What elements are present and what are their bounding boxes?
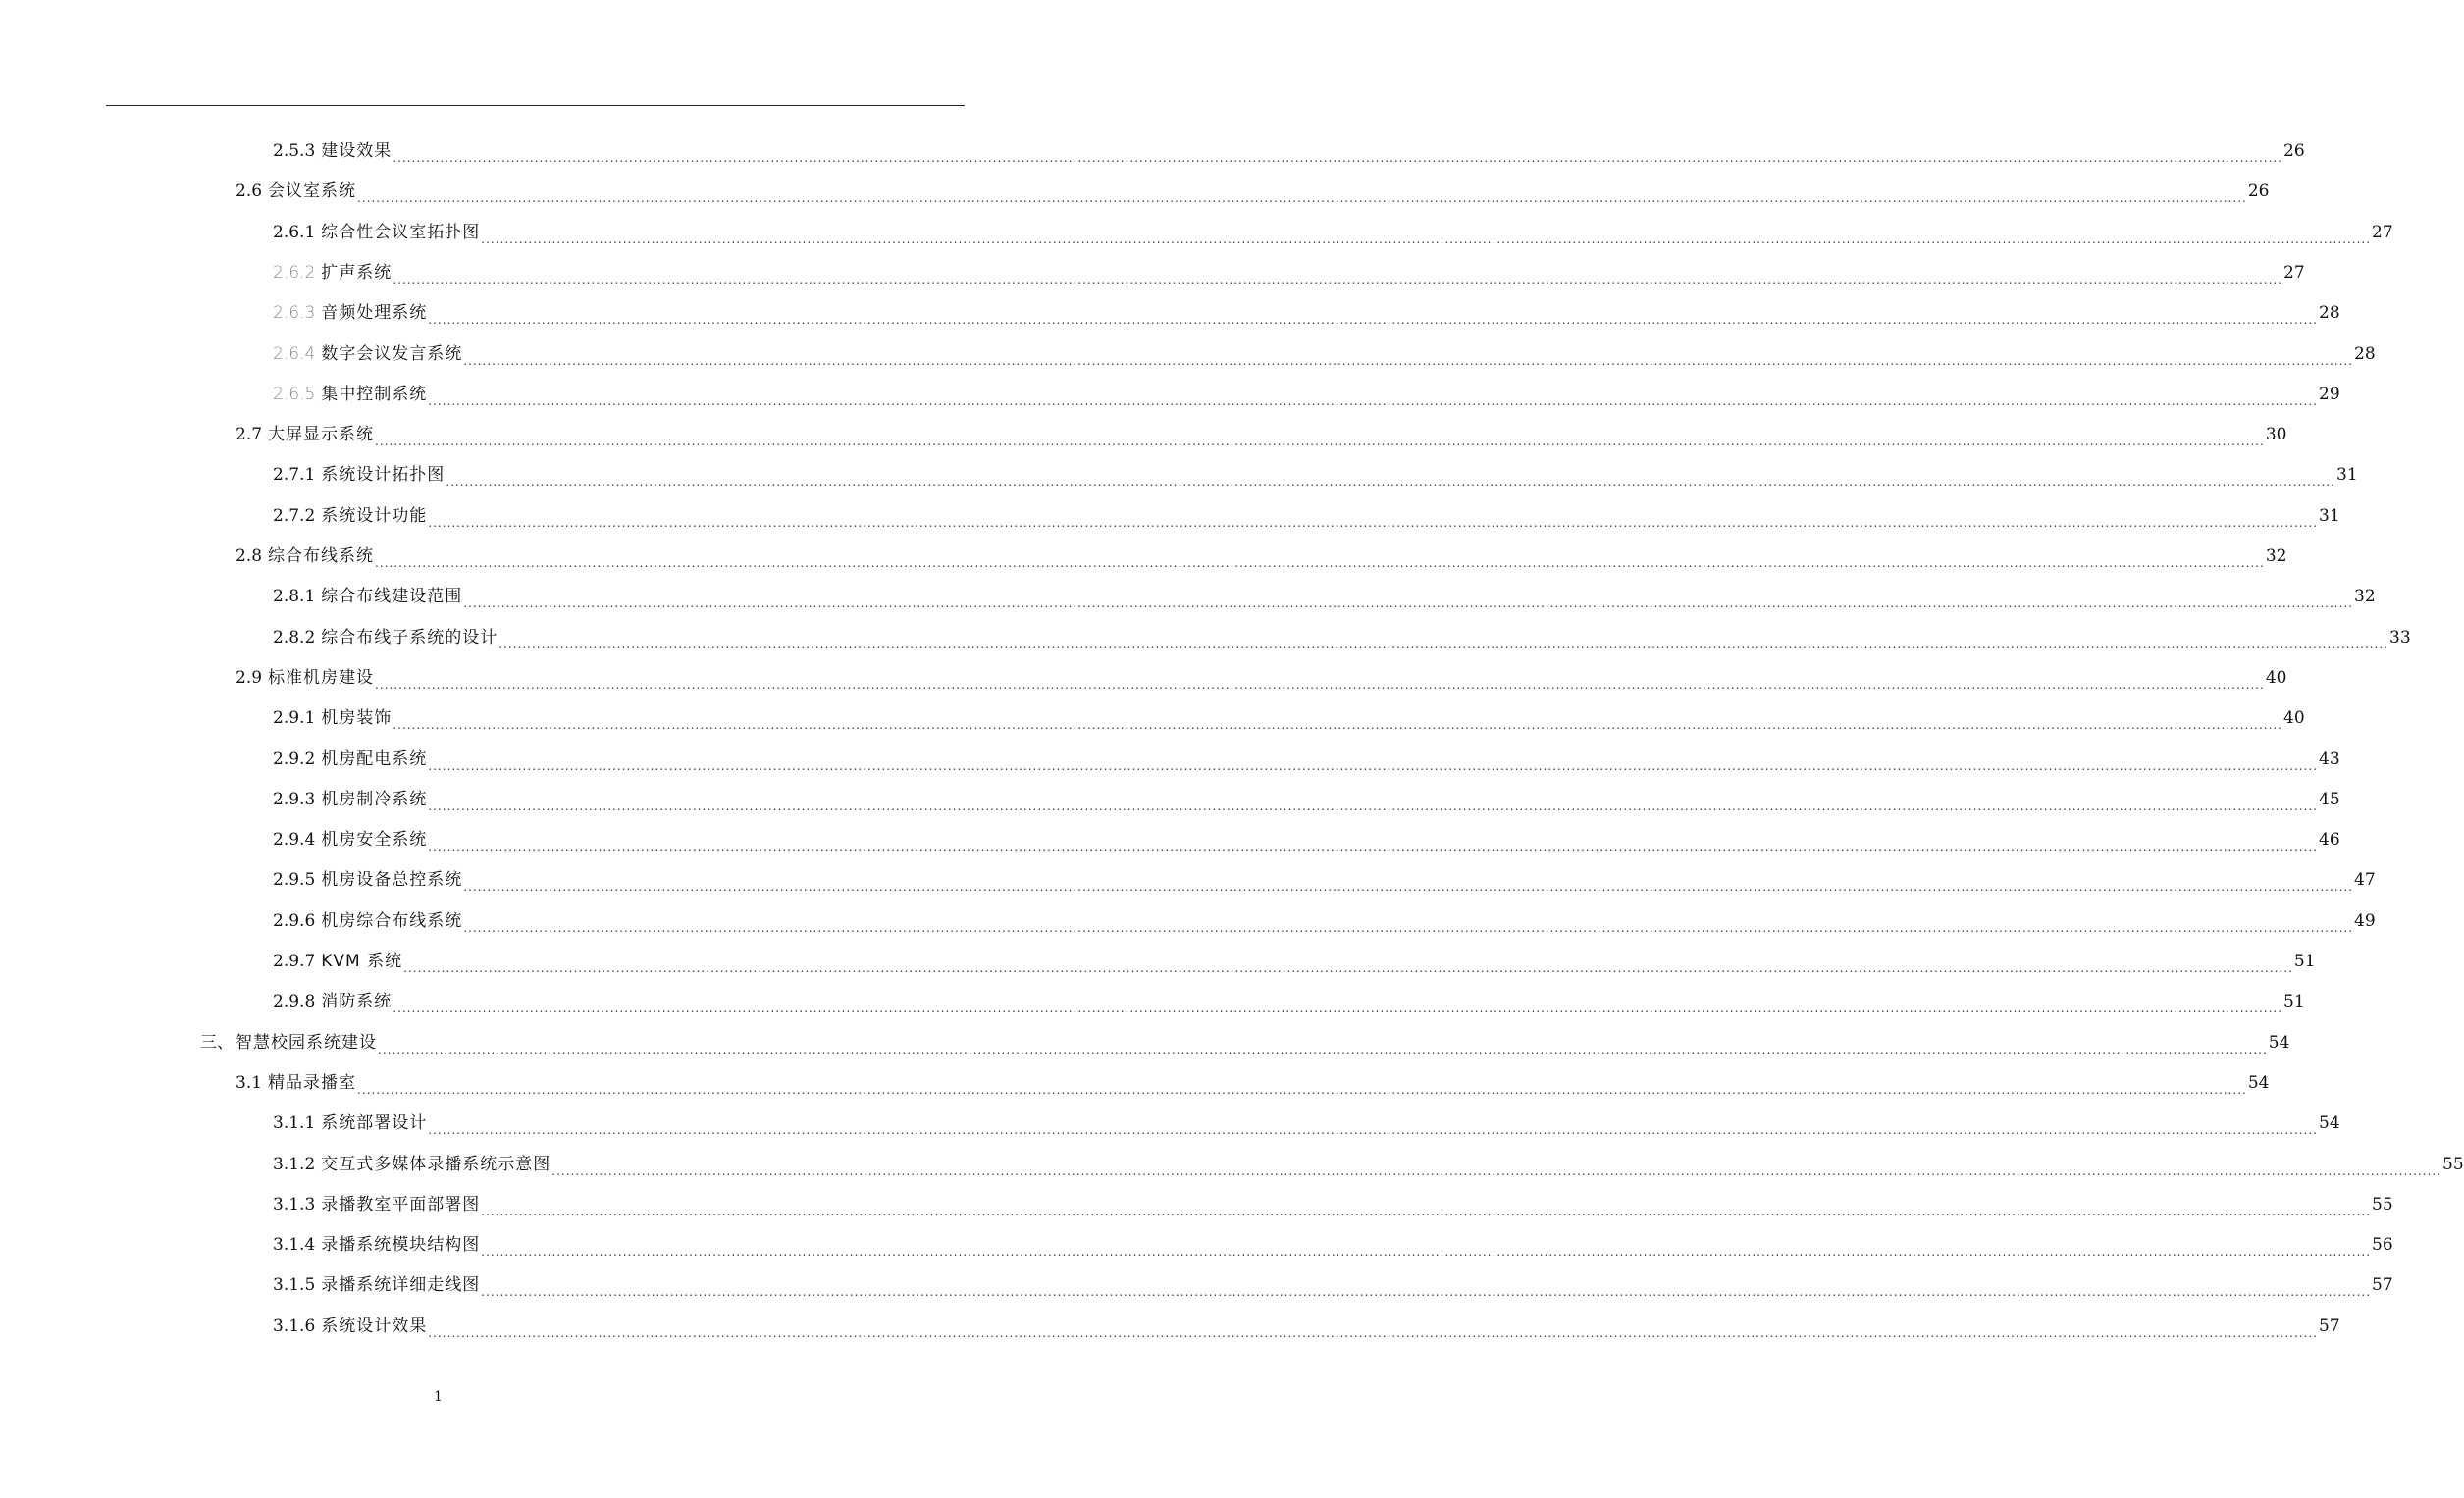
page-number: 1: [434, 1389, 443, 1405]
toc-entry-title: 系统设计效果: [321, 1316, 428, 1336]
toc-entry-page: 51: [2293, 952, 2316, 971]
toc-entry[interactable]: [273, 942, 2316, 982]
toc-entry-title: 大屏显示系统: [268, 425, 375, 445]
toc-entry-title: 精品录播室: [268, 1072, 357, 1093]
toc-entry-number: 2.9.2: [273, 749, 316, 769]
toc-entry-page: 31: [2319, 505, 2340, 526]
toc-entry[interactable]: [273, 375, 2340, 415]
toc-entry-number: 2.7: [236, 425, 263, 445]
toc-entry-number: 3.1.6: [273, 1316, 316, 1336]
toc-dot-leader: ................................................................................................................................................................................................................................................................................................................................................................................................................: [403, 961, 2293, 975]
toc-entry-title: 机房设备总控系统: [321, 870, 463, 891]
toc-entry[interactable]: [273, 820, 2340, 860]
toc-dot-leader: ................................................................................................................................................................................................................................................................................................................................................................................................................: [481, 1285, 2372, 1300]
toc-entry[interactable]: [273, 1225, 2393, 1266]
toc-entry-title: 录播系统模块结构图: [321, 1235, 481, 1256]
toc-entry-title: 系统设计功能: [321, 505, 428, 526]
toc-dot-leader: ................................................................................................................................................................................................................................................................................................................................................................................................................: [375, 435, 2265, 449]
toc-dot-leader: ................................................................................................................................................................................................................................................................................................................................................................................................................: [393, 272, 2283, 286]
toc-entry[interactable]: [273, 213, 2393, 253]
toc-entry-title: 标准机房建设: [268, 667, 375, 688]
toc-entry-number: 2.8.2: [273, 627, 316, 647]
toc-entry[interactable]: [236, 415, 2287, 455]
toc-entry[interactable]: [236, 1063, 2270, 1104]
toc-entry-title: 数字会议发言系统: [321, 343, 463, 364]
toc-entry-number: 2.5.3: [273, 141, 316, 161]
toc-entry-page: 57: [2319, 1316, 2340, 1336]
toc-entry-page: 28: [2354, 343, 2376, 364]
toc-entry[interactable]: [273, 780, 2340, 820]
toc-dot-leader: ................................................................................................................................................................................................................................................................................................................................................................................................................: [481, 232, 2372, 246]
toc-entry-number: 2.9.4: [273, 830, 316, 851]
toc-entry[interactable]: [273, 577, 2376, 617]
toc-entry[interactable]: [273, 740, 2340, 780]
toc-dot-leader: ................................................................................................................................................................................................................................................................................................................................................................................................................: [428, 515, 2319, 530]
toc-dot-leader: ................................................................................................................................................................................................................................................................................................................................................................................................................: [393, 718, 2283, 733]
toc-entry-page: 32: [2354, 587, 2376, 607]
toc-entry-number: 2.8: [236, 546, 263, 566]
header-rule: [106, 105, 965, 106]
toc-entry[interactable]: [273, 698, 2305, 739]
toc-dot-leader: ................................................................................................................................................................................................................................................................................................................................................................................................................: [463, 880, 2354, 895]
toc-entry-number: 2.6.4: [273, 343, 316, 364]
toc-entry-number: 2.9.3: [273, 789, 316, 809]
toc-entry-page: 54: [2268, 1032, 2290, 1053]
toc-entry-page: 56: [2372, 1235, 2393, 1256]
toc-entry-page: 45: [2319, 789, 2340, 809]
toc-entry-page: 27: [2372, 222, 2393, 242]
toc-entry[interactable]: [273, 1185, 2393, 1225]
toc-dot-leader: ................................................................................................................................................................................................................................................................................................................................................................................................................: [393, 151, 2283, 165]
toc-entry-number: 3.1.3: [273, 1194, 316, 1214]
toc-entry-number: 2.7.1: [273, 465, 316, 486]
toc-entry-number: 3.1.5: [273, 1275, 316, 1296]
toc-entry-number: 2.6.1: [273, 222, 316, 242]
toc-dot-leader: ................................................................................................................................................................................................................................................................................................................................................................................................................: [428, 758, 2319, 773]
toc-entry-page: 43: [2319, 749, 2340, 769]
toc-entry[interactable]: [273, 335, 2376, 375]
toc-entry[interactable]: [273, 455, 2358, 495]
toc-entry-page: 40: [2283, 708, 2305, 729]
toc-entry-title: 综合性会议室拓扑图: [321, 222, 481, 242]
toc-entry-page: 26: [2247, 181, 2270, 202]
toc-entry-page: 27: [2283, 262, 2305, 283]
toc-entry[interactable]: [273, 1266, 2393, 1306]
toc-entry[interactable]: [200, 1023, 2290, 1063]
toc-entry-title: 音频处理系统: [321, 303, 428, 324]
toc-entry-page: 28: [2319, 303, 2340, 324]
toc-dot-leader: ................................................................................................................................................................................................................................................................................................................................................................................................................: [463, 596, 2354, 611]
toc-entry-page: 47: [2354, 870, 2376, 891]
toc-entry-title: 综合布线系统: [268, 546, 375, 566]
toc-entry-page: 57: [2372, 1275, 2393, 1296]
toc-entry-title: 机房制冷系统: [321, 789, 428, 809]
toc-entry-number: 2.9.8: [273, 992, 316, 1012]
toc-entry[interactable]: [236, 172, 2270, 212]
toc-dot-leader: ................................................................................................................................................................................................................................................................................................................................................................................................................: [428, 1325, 2319, 1340]
toc-entry-title: 系统部署设计: [321, 1113, 428, 1134]
toc-entry[interactable]: [273, 293, 2340, 334]
toc-dot-leader: ................................................................................................................................................................................................................................................................................................................................................................................................................: [428, 840, 2319, 854]
toc-entry-page: 26: [2283, 141, 2305, 161]
toc-entry-page: 55: [2372, 1194, 2393, 1214]
toc-entry[interactable]: [273, 1104, 2340, 1144]
toc-dot-leader: ................................................................................................................................................................................................................................................................................................................................................................................................................: [428, 313, 2319, 328]
toc-entry-title: 集中控制系统: [321, 384, 428, 404]
toc-dot-leader: ................................................................................................................................................................................................................................................................................................................................................................................................................: [428, 393, 2319, 408]
toc-entry-number: 3.1.4: [273, 1235, 316, 1256]
toc-dot-leader: ................................................................................................................................................................................................................................................................................................................................................................................................................: [481, 1245, 2372, 1260]
toc-entry[interactable]: [273, 618, 2411, 658]
toc-dot-leader: ................................................................................................................................................................................................................................................................................................................................................................................................................: [357, 191, 2247, 206]
toc-entry-page: 54: [2319, 1113, 2340, 1134]
toc-entry-title: 建设效果: [321, 141, 393, 161]
toc-dot-leader: ................................................................................................................................................................................................................................................................................................................................................................................................................: [393, 1002, 2283, 1016]
toc-dot-leader: ................................................................................................................................................................................................................................................................................................................................................................................................................: [551, 1163, 2442, 1178]
toc-dot-leader: ................................................................................................................................................................................................................................................................................................................................................................................................................: [446, 475, 2336, 490]
toc-entry-number: 3.1.1: [273, 1113, 316, 1134]
toc-entry-title: 交互式多媒体录播系统示意图: [321, 1154, 551, 1174]
toc-entry-title: 消防系统: [321, 992, 393, 1012]
toc-dot-leader: ................................................................................................................................................................................................................................................................................................................................................................................................................: [357, 1082, 2247, 1097]
toc-dot-leader: ................................................................................................................................................................................................................................................................................................................................................................................................................: [428, 799, 2319, 813]
toc-entry-title: 系统设计拓扑图: [321, 465, 446, 486]
toc-entry[interactable]: [273, 131, 2305, 172]
toc-dot-leader: ................................................................................................................................................................................................................................................................................................................................................................................................................: [375, 677, 2265, 692]
toc-dot-leader: ................................................................................................................................................................................................................................................................................................................................................................................................................: [375, 556, 2265, 570]
toc-entry-page: 51: [2283, 992, 2305, 1012]
toc-entry-number: 2.9.6: [273, 910, 316, 931]
toc-dot-leader: ................................................................................................................................................................................................................................................................................................................................................................................................................: [428, 1123, 2319, 1138]
toc-entry-number: 2.6: [236, 181, 263, 202]
toc-entry-title: 扩声系统: [321, 262, 393, 283]
toc-entry-page: 40: [2265, 667, 2287, 688]
toc-entry-number: 2.9: [236, 667, 263, 688]
toc-entry-page: 46: [2319, 830, 2340, 851]
toc-entry-title: 综合布线子系统的设计: [321, 627, 498, 647]
toc-entry-number: 2.9.1: [273, 708, 316, 729]
toc-entry-title: 机房安全系统: [321, 830, 428, 851]
toc-entry[interactable]: [273, 253, 2305, 293]
toc-entry-title: 机房综合布线系统: [321, 910, 463, 931]
toc-entry-page: 30: [2265, 425, 2287, 445]
toc-entry[interactable]: [273, 982, 2305, 1022]
toc-entry-number: 2.6.3: [273, 303, 316, 324]
toc-dot-leader: ................................................................................................................................................................................................................................................................................................................................................................................................................: [498, 637, 2389, 651]
toc-entry-title: 录播系统详细走线图: [321, 1275, 481, 1296]
toc-entry-page: 55: [2442, 1154, 2464, 1174]
toc-entry-title: 智慧校园系统建设: [236, 1032, 377, 1053]
toc-entry-number: 2.6.5: [273, 384, 316, 404]
toc-entry-title: 综合布线建设范围: [321, 587, 463, 607]
toc-entry[interactable]: [273, 860, 2376, 901]
toc-entry-number: 3.1.2: [273, 1154, 316, 1174]
toc-entry-number: 2.9.7: [273, 952, 316, 971]
toc-entry-page: 31: [2336, 465, 2358, 486]
toc-dot-leader: ................................................................................................................................................................................................................................................................................................................................................................................................................: [481, 1204, 2372, 1218]
toc-entry[interactable]: [236, 658, 2287, 698]
toc-entry-title: 录播教室平面部署图: [321, 1194, 481, 1214]
toc-entry-number: 3.1: [236, 1072, 263, 1093]
toc-entry[interactable]: [236, 537, 2287, 577]
toc-entry-page: 49: [2354, 910, 2376, 931]
toc-entry[interactable]: [273, 496, 2340, 537]
toc-entry[interactable]: [273, 902, 2376, 942]
toc-entry-page: 32: [2265, 546, 2287, 566]
toc-entry-number: 2.7.2: [273, 505, 316, 526]
toc-entry-title: 会议室系统: [268, 181, 357, 202]
toc-entry-title: 机房装饰: [321, 708, 393, 729]
toc-dot-leader: ................................................................................................................................................................................................................................................................................................................................................................................................................: [378, 1042, 2268, 1057]
toc-entry-page: 54: [2247, 1072, 2270, 1093]
toc-entry[interactable]: [273, 1307, 2340, 1347]
toc-entry-number: 2.6.2: [273, 262, 316, 283]
toc-entry[interactable]: [273, 1145, 2464, 1185]
toc-dot-leader: ................................................................................................................................................................................................................................................................................................................................................................................................................: [463, 920, 2354, 935]
toc-entry-number: 2.9.5: [273, 870, 316, 891]
toc-entry-number: 三、: [200, 1032, 234, 1053]
toc-entry-title: 机房配电系统: [321, 749, 428, 769]
toc-entry-page: 29: [2319, 384, 2340, 404]
toc-entry-number: 2.8.1: [273, 587, 316, 607]
toc-entry-title: KVM 系统: [321, 952, 403, 971]
toc-dot-leader: ................................................................................................................................................................................................................................................................................................................................................................................................................: [463, 353, 2354, 368]
toc-entry-page: 33: [2389, 627, 2411, 647]
